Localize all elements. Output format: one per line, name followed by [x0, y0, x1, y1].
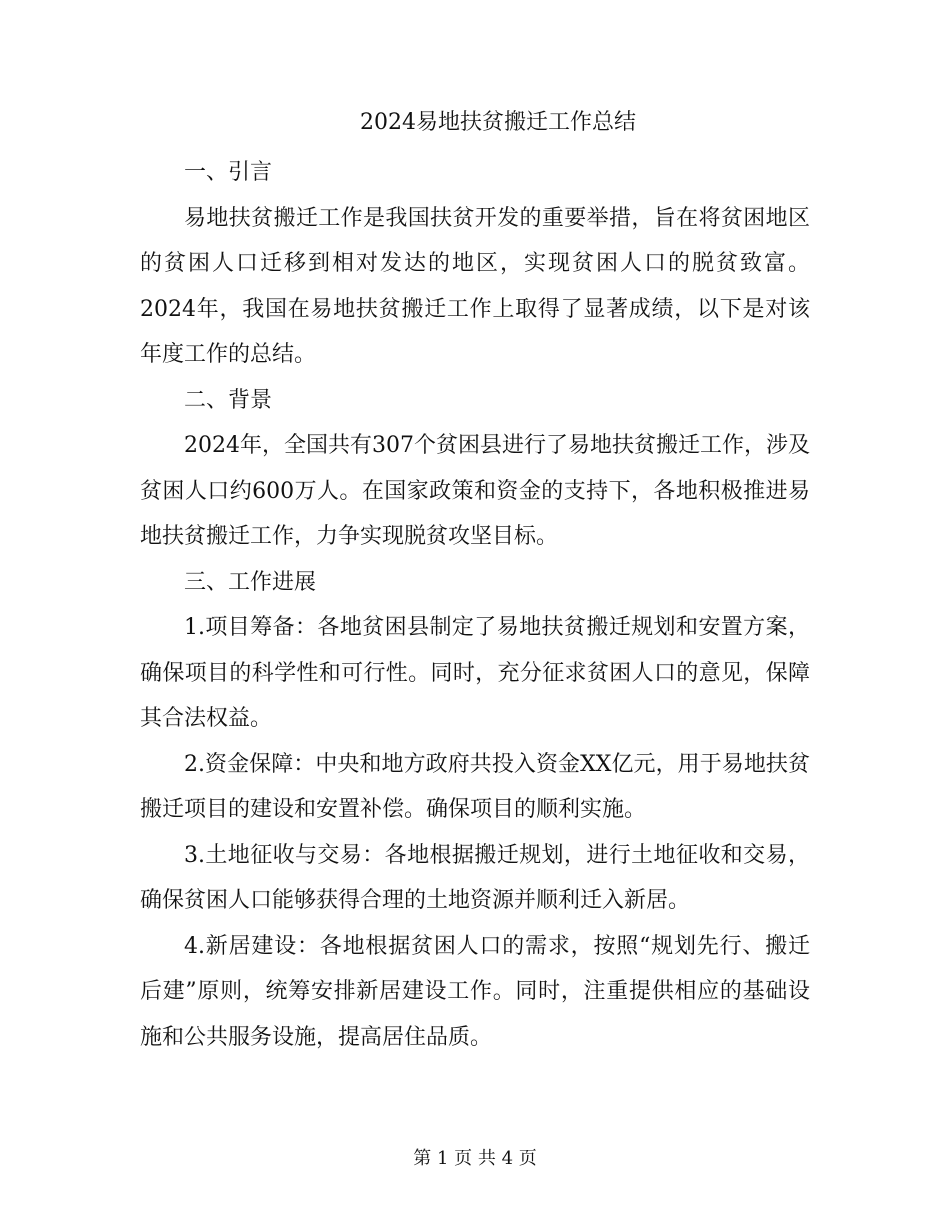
- page-footer: 第 1 页 共 4 页: [413, 1148, 537, 1169]
- paragraph-intro: 易地扶贫搬迁工作是我国扶贫开发的重要举措，旨在将贫困地区的贫困人口迁移到相对发达的地区，实现贫困人口的脱贫致富。2024年，我国在易地扶贫搬迁工作上取得了显著成绩，以下是对该年度工作的总结。: [140, 205, 810, 367]
- document-body: [140, 150, 810, 1060]
- paragraph-funding: 2.资金保障：中央和地方政府共投入资金XX亿元，用于易地扶贫搬迁项目的建设和安置补偿。确保项目的顺利实施。: [140, 751, 810, 822]
- section-heading-progress: 三、工作进展: [184, 569, 317, 595]
- paragraph-new-housing: 4.新居建设：各地根据贫困人口的需求，按照“规划先行、搬迁后建”原则，统筹安排新居建设工作。同时，注重提供相应的基础设施和公共服务设施，提高居住品质。: [140, 933, 810, 1050]
- section-heading-intro: 一、引言: [184, 160, 273, 185]
- paragraph-project-preparation: 1.项目筹备：各地贫困县制定了易地扶贫搬迁规划和安置方案，确保项目的科学性和可行性。同时，充分征求贫困人口的意见，保障其合法权益。: [140, 615, 810, 731]
- paragraph-land: 3.土地征收与交易：各地根据搬迁规划，进行土地征收和交易，确保贫困人口能够获得合理的土地资源并顺利迁入新居。: [140, 842, 810, 913]
- section-heading-background: 二、背景: [184, 387, 273, 413]
- paragraph-background: 2024年，全国共有307个贫困县进行了易地扶贫搬迁工作，涉及贫困人口约600万人。在国家政策和资金的支持下，各地积极推进易地扶贫搬迁工作，力争实现脱贫攻坚目标。: [140, 433, 810, 549]
- document-title: 2024易地扶贫搬迁工作总结: [360, 110, 636, 135]
